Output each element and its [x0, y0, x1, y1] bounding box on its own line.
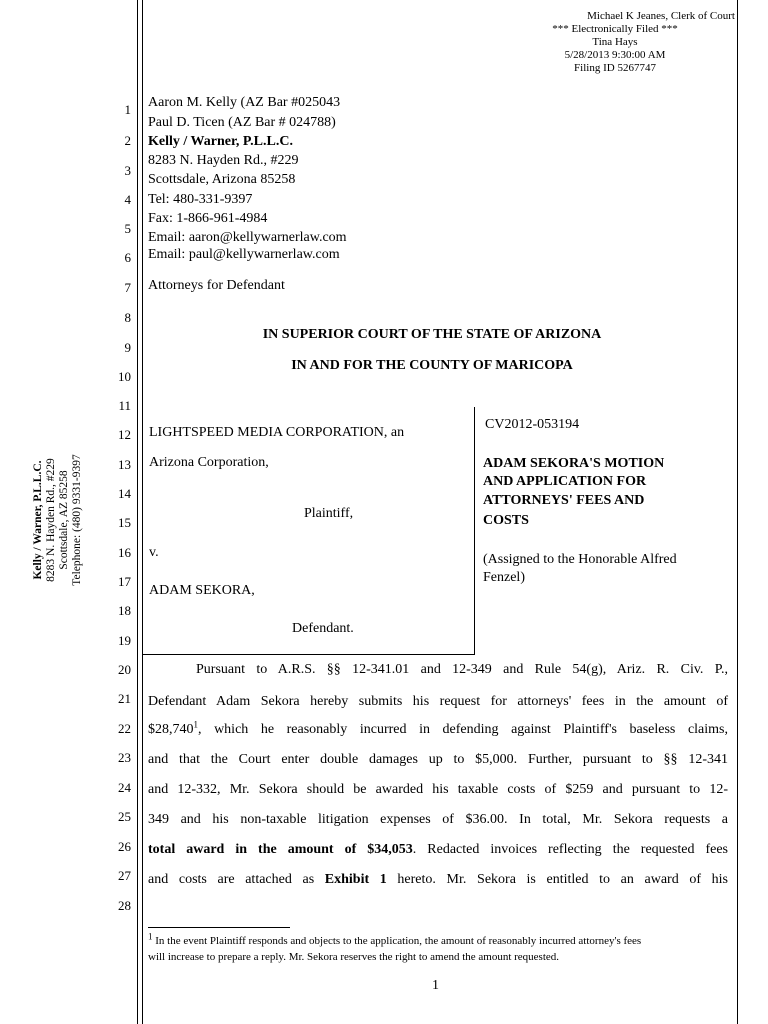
side-firm-address: 8283 N. Hayden Rd., #229 — [45, 458, 57, 582]
line-number: 26 — [118, 839, 131, 854]
stamp-clerk-name: Tina Hays — [592, 36, 638, 48]
court-heading-1: IN SUPERIOR COURT OF THE STATE OF ARIZONA — [262, 327, 602, 342]
line-number: 18 — [118, 603, 131, 618]
court-heading-2: IN AND FOR THE COUNTY OF MARICOPA — [291, 358, 573, 373]
firm-street: 8283 N. Hayden Rd., #229 — [148, 153, 299, 168]
body-line-5: and 12-332, Mr. Sekora should be awarded his taxable costs of $259 and pursuant to 12- — [148, 782, 728, 797]
footnote-text-1: In the event Plaintiff responds and objects to the application, the amount of reasonably incurred attorney's fees — [152, 935, 642, 947]
line-number: 16 — [118, 545, 131, 560]
side-firm-info — [32, 454, 84, 585]
total-award: total award in the amount of $34,053 — [148, 842, 413, 857]
plaintiff-description: Arizona Corporation, — [149, 455, 269, 470]
firm-email-1: Email: aaron@kellywarnerlaw.com — [148, 230, 347, 245]
left-margin-rule-inner — [142, 0, 143, 1024]
versus: v. — [149, 545, 159, 560]
line-number: 27 — [118, 868, 131, 883]
line-number: 5 — [124, 221, 131, 236]
right-margin-rule — [737, 0, 738, 1024]
fee-amount: $28,740 — [148, 722, 194, 737]
body-line-3 — [148, 719, 728, 738]
line-number: 11 — [118, 398, 131, 413]
exhibit-reference: Exhibit 1 — [324, 872, 387, 887]
body-line-8 — [148, 872, 728, 888]
footnote-rule — [148, 927, 290, 928]
line-number: 17 — [118, 574, 131, 589]
plaintiff-name: LIGHTSPEED MEDIA CORPORATION, an — [149, 425, 405, 440]
footnote-line-2: will increase to prepare a reply. Mr. Sekora reserves the right to amend the amount requested. — [148, 951, 560, 963]
stamp-filed: *** Electronically Filed *** — [552, 23, 678, 35]
line-number: 1 — [124, 102, 131, 117]
caption-divider — [474, 407, 475, 654]
page-number: 1 — [432, 978, 439, 993]
motion-title-3: ATTORNEYS' FEES AND — [483, 493, 645, 508]
line-number: 13 — [118, 457, 131, 472]
motion-title-1: ADAM SEKORA'S MOTION — [483, 456, 665, 471]
stamp-filing-id: Filing ID 5267747 — [574, 62, 656, 74]
plaintiff-label: Plaintiff, — [304, 506, 354, 521]
line-number: 6 — [124, 250, 131, 265]
case-number: CV2012-053194 — [485, 417, 580, 432]
firm-email-2: Email: paul@kellywarnerlaw.com — [148, 247, 340, 262]
motion-title-2: AND APPLICATION FOR — [483, 474, 647, 489]
line-number: 2 — [124, 133, 131, 148]
left-margin-rule-outer — [137, 0, 138, 1024]
side-firm-name: Kelly / Warner, P.L.L.C. — [32, 460, 44, 580]
stamp-clerk: Michael K Jeanes, Clerk of Court — [587, 10, 735, 22]
firm-name: Kelly / Warner, P.L.L.C. — [148, 134, 293, 149]
stamp-datetime: 5/28/2013 9:30:00 AM — [564, 49, 666, 61]
side-firm-phone: Telephone: (480) 9331-9397 — [71, 454, 83, 586]
footnote-ref: 1 — [193, 719, 198, 730]
line-number: 7 — [124, 280, 131, 295]
defendant-label: Defendant. — [292, 621, 354, 636]
line-number: 3 — [124, 163, 131, 178]
firm-tel: Tel: 480-331-9397 — [148, 192, 253, 207]
motion-title-4: COSTS — [483, 513, 529, 528]
line-number: 20 — [118, 662, 131, 677]
body-line-8-rest: hereto. Mr. Sekora is entitled to an award of his — [386, 872, 728, 887]
caption-bottom-rule — [142, 654, 475, 655]
assigned-judge-2: Fenzel) — [483, 570, 525, 585]
line-number: 19 — [118, 633, 131, 648]
line-number: 28 — [118, 898, 131, 913]
body-line-6: 349 and his non-taxable litigation expenses of $36.00. In total, Mr. Sekora requests a — [148, 812, 728, 827]
line-number: 4 — [124, 192, 131, 207]
body-line-7 — [148, 842, 728, 858]
line-number: 25 — [118, 809, 131, 824]
clerk-filing-stamp — [495, 10, 735, 75]
body-line-3-rest: , which he reasonably incurred in defending against Plaintiff's baseless claims, — [198, 722, 728, 737]
attorneys-for: Attorneys for Defendant — [148, 278, 285, 293]
footnote-line-1 — [148, 931, 728, 948]
line-number: 15 — [118, 515, 131, 530]
firm-city: Scottsdale, Arizona 85258 — [148, 172, 296, 187]
line-number: 12 — [118, 427, 131, 442]
body-line-1: Pursuant to A.R.S. §§ 12-341.01 and 12-349 and Rule 54(g), Ariz. R. Civ. P., — [196, 662, 728, 677]
footnote-marker: 1 — [148, 931, 153, 942]
line-number: 22 — [118, 721, 131, 736]
line-number: 21 — [118, 691, 131, 706]
line-number: 9 — [124, 340, 131, 355]
body-line-4: and that the Court enter double damages up to $5,000. Further, pursuant to §§ 12-341 — [148, 752, 728, 767]
defendant-name: ADAM SEKORA, — [149, 583, 255, 598]
body-line-7-rest: . Redacted invoices reflecting the requested fees — [412, 842, 728, 857]
body-line-2: Defendant Adam Sekora hereby submits his request for attorneys' fees in the amount of — [148, 694, 728, 709]
line-number: 14 — [118, 486, 131, 501]
attorney-1: Aaron M. Kelly (AZ Bar #025043 — [148, 95, 341, 110]
assigned-judge-1: (Assigned to the Honorable Alfred — [483, 552, 677, 567]
firm-fax: Fax: 1-866-961-4984 — [148, 211, 268, 226]
body-line-8-start: and costs are attached as — [148, 872, 325, 887]
line-number: 10 — [118, 369, 131, 384]
side-firm-city: Scottsdale, AZ 85258 — [58, 470, 70, 570]
line-number: 23 — [118, 750, 131, 765]
line-number: 24 — [118, 780, 131, 795]
line-number: 8 — [124, 310, 131, 325]
attorney-2: Paul D. Ticen (AZ Bar # 024788) — [148, 115, 336, 130]
